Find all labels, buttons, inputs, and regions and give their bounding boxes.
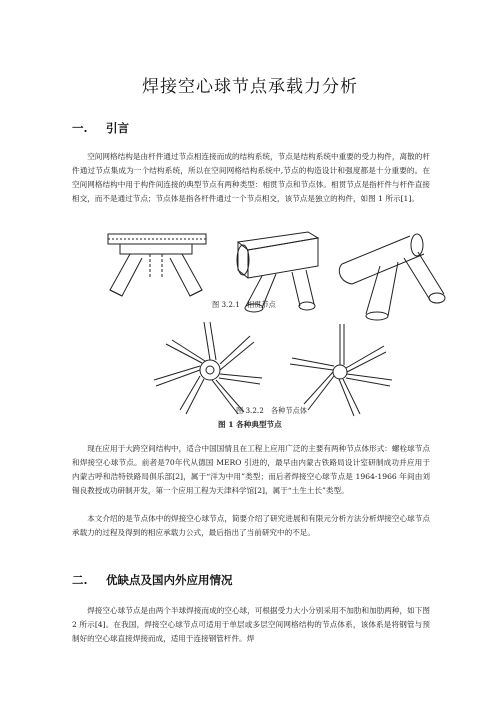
intro-paragraph-1: 空间网格结构是由杆件通过节点相连接而成的结构系统，节点是结构系统中重要的受力构件，离散的杆件通过节点集成为一个结构系统，所以在空间网格结构系统中,节点的构造设计和强度都是十分重要的。在空间网格结构中用于构件间连接的典型节点有两种类型：相贯节点和节点体。相贯节点是指杆件与杆件直接相交，而不是通过节点；节点体是指各杆件通过一个节点相交，该节点是独立的构件，如图 1 所示[1]。 xyxy=(72,152,430,203)
figure-joint-bodies xyxy=(0,318,500,418)
section2-paragraph: 焊接空心球节点是由两个半球焊接而成的空心球，可根据受力大小分别采用不加肋和加肋两种，如下图 2 所示[4]。在我国，焊接空心球节点可适用于单层或多层空间网格结构的节点体系，该体系是将钢管与预制好的空心球直接焊接而成，适用于连接钢管杆件。焊 xyxy=(72,606,430,643)
section-heading-1 xyxy=(72,120,129,136)
section-title: 引言 xyxy=(106,121,129,135)
figure-subcaption-2: 图 3.2.2 各种节点体 xyxy=(236,406,307,415)
section-number: 一. xyxy=(72,121,88,135)
figure-subcaption-1: 图 3.2.1 相贯节点 xyxy=(212,300,276,309)
figure-caption: 图 1 各种典型节点 xyxy=(218,420,282,429)
page-title: 焊接空心球节点承载力分析 xyxy=(142,77,358,97)
intro-paragraph-3: 本文介绍的是节点体中的焊接空心球节点，简要介绍了研究进展和有限元分析方法分析焊接空心球节点承载力的过程及得到的相应承载力公式，最后指出了当前研究中的不足。 xyxy=(72,514,430,537)
section-heading-2 xyxy=(72,572,233,588)
section-title: 优缺点及国内外应用情况 xyxy=(106,573,233,587)
pipe-intersection-drawing xyxy=(339,234,445,320)
truss-brace-joint-drawing xyxy=(108,234,206,296)
intro-paragraph-2: 现在应用于大跨空间结构中，适合中国国情且在工程上应用广泛的主要有两种节点体形式：螺栓球节点和焊接空心球节点。前者是70年代从德国 MERO 引进的，最早由内蒙古铁路局设计室研制成功并应用于内蒙古呼和浩特铁路局俱乐部[2]，属于“洋为中用”类型；而后者焊接空心球节点是 1964-1966 年间由刘锡良教授成功研制开发，第一个应用工程为天津科学馆[2]，属于“土生土长”类型。 xyxy=(72,444,430,495)
welded-ball-joint-drawing xyxy=(290,324,392,416)
bolted-ball-joint-drawing xyxy=(154,322,262,414)
section-number: 二. xyxy=(72,573,88,587)
